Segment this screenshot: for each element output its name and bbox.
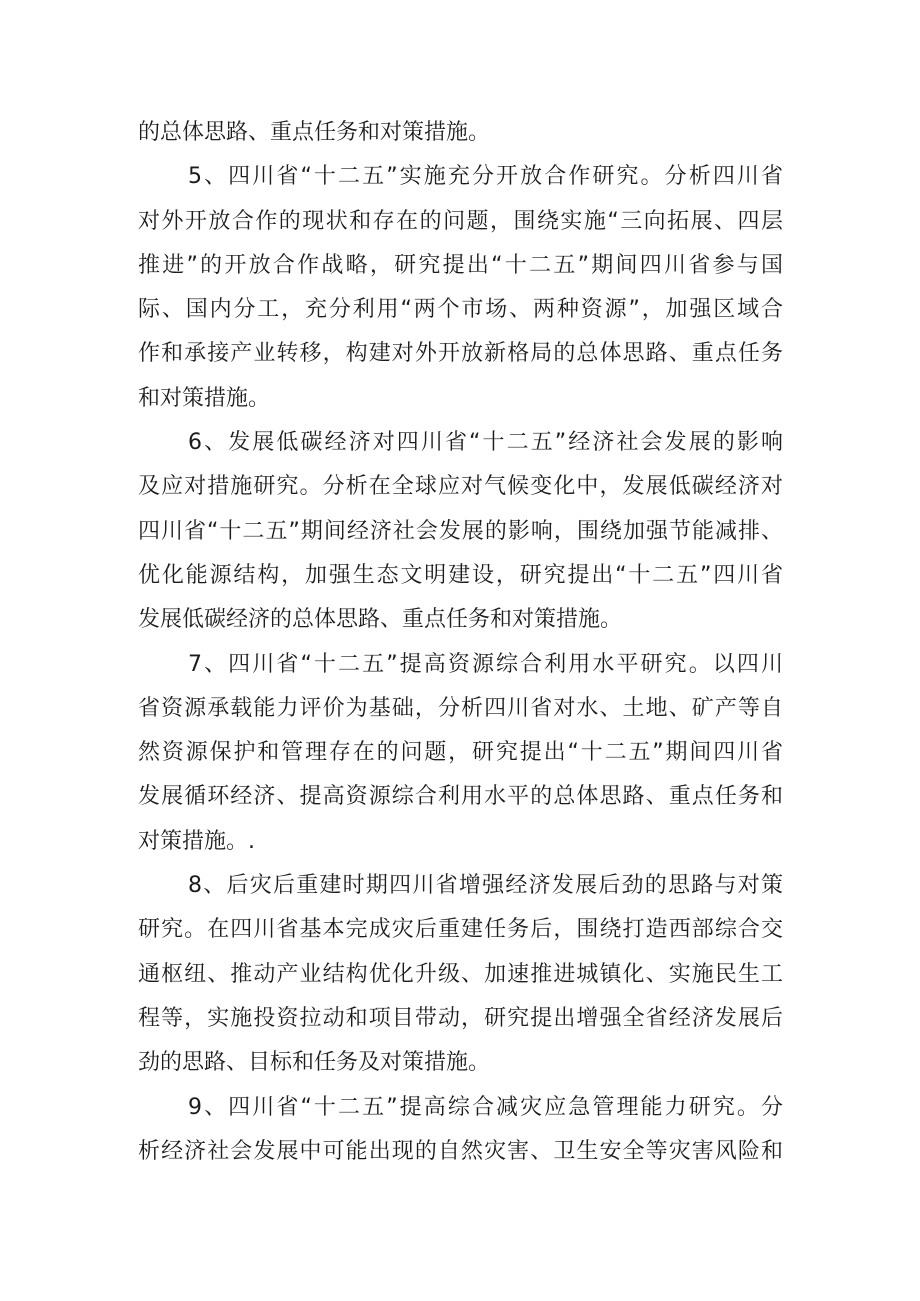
text-line: 推进”的开放合作战略，研究提出“十二五”期间四川省参与国	[138, 252, 783, 278]
text-line: 对外开放合作的现状和存在的问题，围绕实施“三向拓展、四层	[138, 208, 783, 234]
paragraph-item-8	[138, 864, 783, 1085]
paragraph-heading-line: 9、四川省“十二五”提高综合减灾应急管理能力研究。分	[188, 1094, 783, 1120]
paragraph-heading-line: 7、四川省“十二五”提高资源综合利用水平研究。以四川	[188, 651, 783, 677]
text-line: 优化能源结构，加强生态文明建设，研究提出“十二五”四川省	[138, 562, 783, 588]
text-line: 对策措施。.	[138, 828, 255, 854]
paragraph-item-7	[138, 643, 783, 864]
text-line: 研究。在四川省基本完成灾后重建任务后，围绕打造西部综合交	[138, 917, 783, 943]
text-line: 析经济社会发展中可能出现的自然灾害、卫生安全等灾害风险和	[138, 1138, 783, 1164]
document-page	[138, 111, 783, 1174]
paragraph-continuation	[138, 111, 783, 155]
text-line: 作和承接产业转移，构建对外开放新格局的总体思路、重点任务	[138, 341, 783, 367]
text-line: 发展循环经济、提高资源综合利用水平的总体思路、重点任务和	[138, 784, 783, 810]
text-line: 及应对措施研究。分析在全球应对气候变化中，发展低碳经济对	[138, 474, 783, 500]
text-line: 和对策措施。	[138, 385, 271, 411]
paragraph-heading-line: 5、四川省“十二五”实施充分开放合作研究。分析四川省	[188, 164, 783, 190]
text-line: 劲的思路、目标和任务及对策措施。	[138, 1050, 491, 1076]
text-line: 际、国内分工，充分利用“两个市场、两种资源”，加强区域合	[138, 297, 783, 323]
text-line: 的总体思路、重点任务和对策措施。	[138, 120, 491, 145]
text-line: 程等，实施投资拉动和项目带动，研究提出增强全省经济发展后	[138, 1005, 783, 1031]
text-line: 通枢纽、推动产业结构优化升级、加速推进城镇化、实施民生工	[138, 961, 783, 987]
paragraph-item-9	[138, 1086, 783, 1175]
text-line: 省资源承载能力评价为基础，分析四川省对水、土地、矿产等自	[138, 695, 783, 721]
paragraph-item-6	[138, 421, 783, 642]
paragraph-heading-line: 6、发展低碳经济对四川省“十二五”经济社会发展的影响	[188, 430, 783, 456]
text-line: 发展低碳经济的总体思路、重点任务和对策措施。	[138, 607, 623, 633]
paragraph-heading-line: 8、后灾后重建时期四川省增强经济发展后劲的思路与对策	[188, 873, 783, 899]
text-line: 四川省“十二五”期间经济社会发展的影响，围绕加强节能减排、	[138, 518, 783, 544]
text-line: 然资源保护和管理存在的问题，研究提出“十二五”期间四川省	[138, 740, 783, 766]
paragraph-item-5	[138, 155, 783, 421]
